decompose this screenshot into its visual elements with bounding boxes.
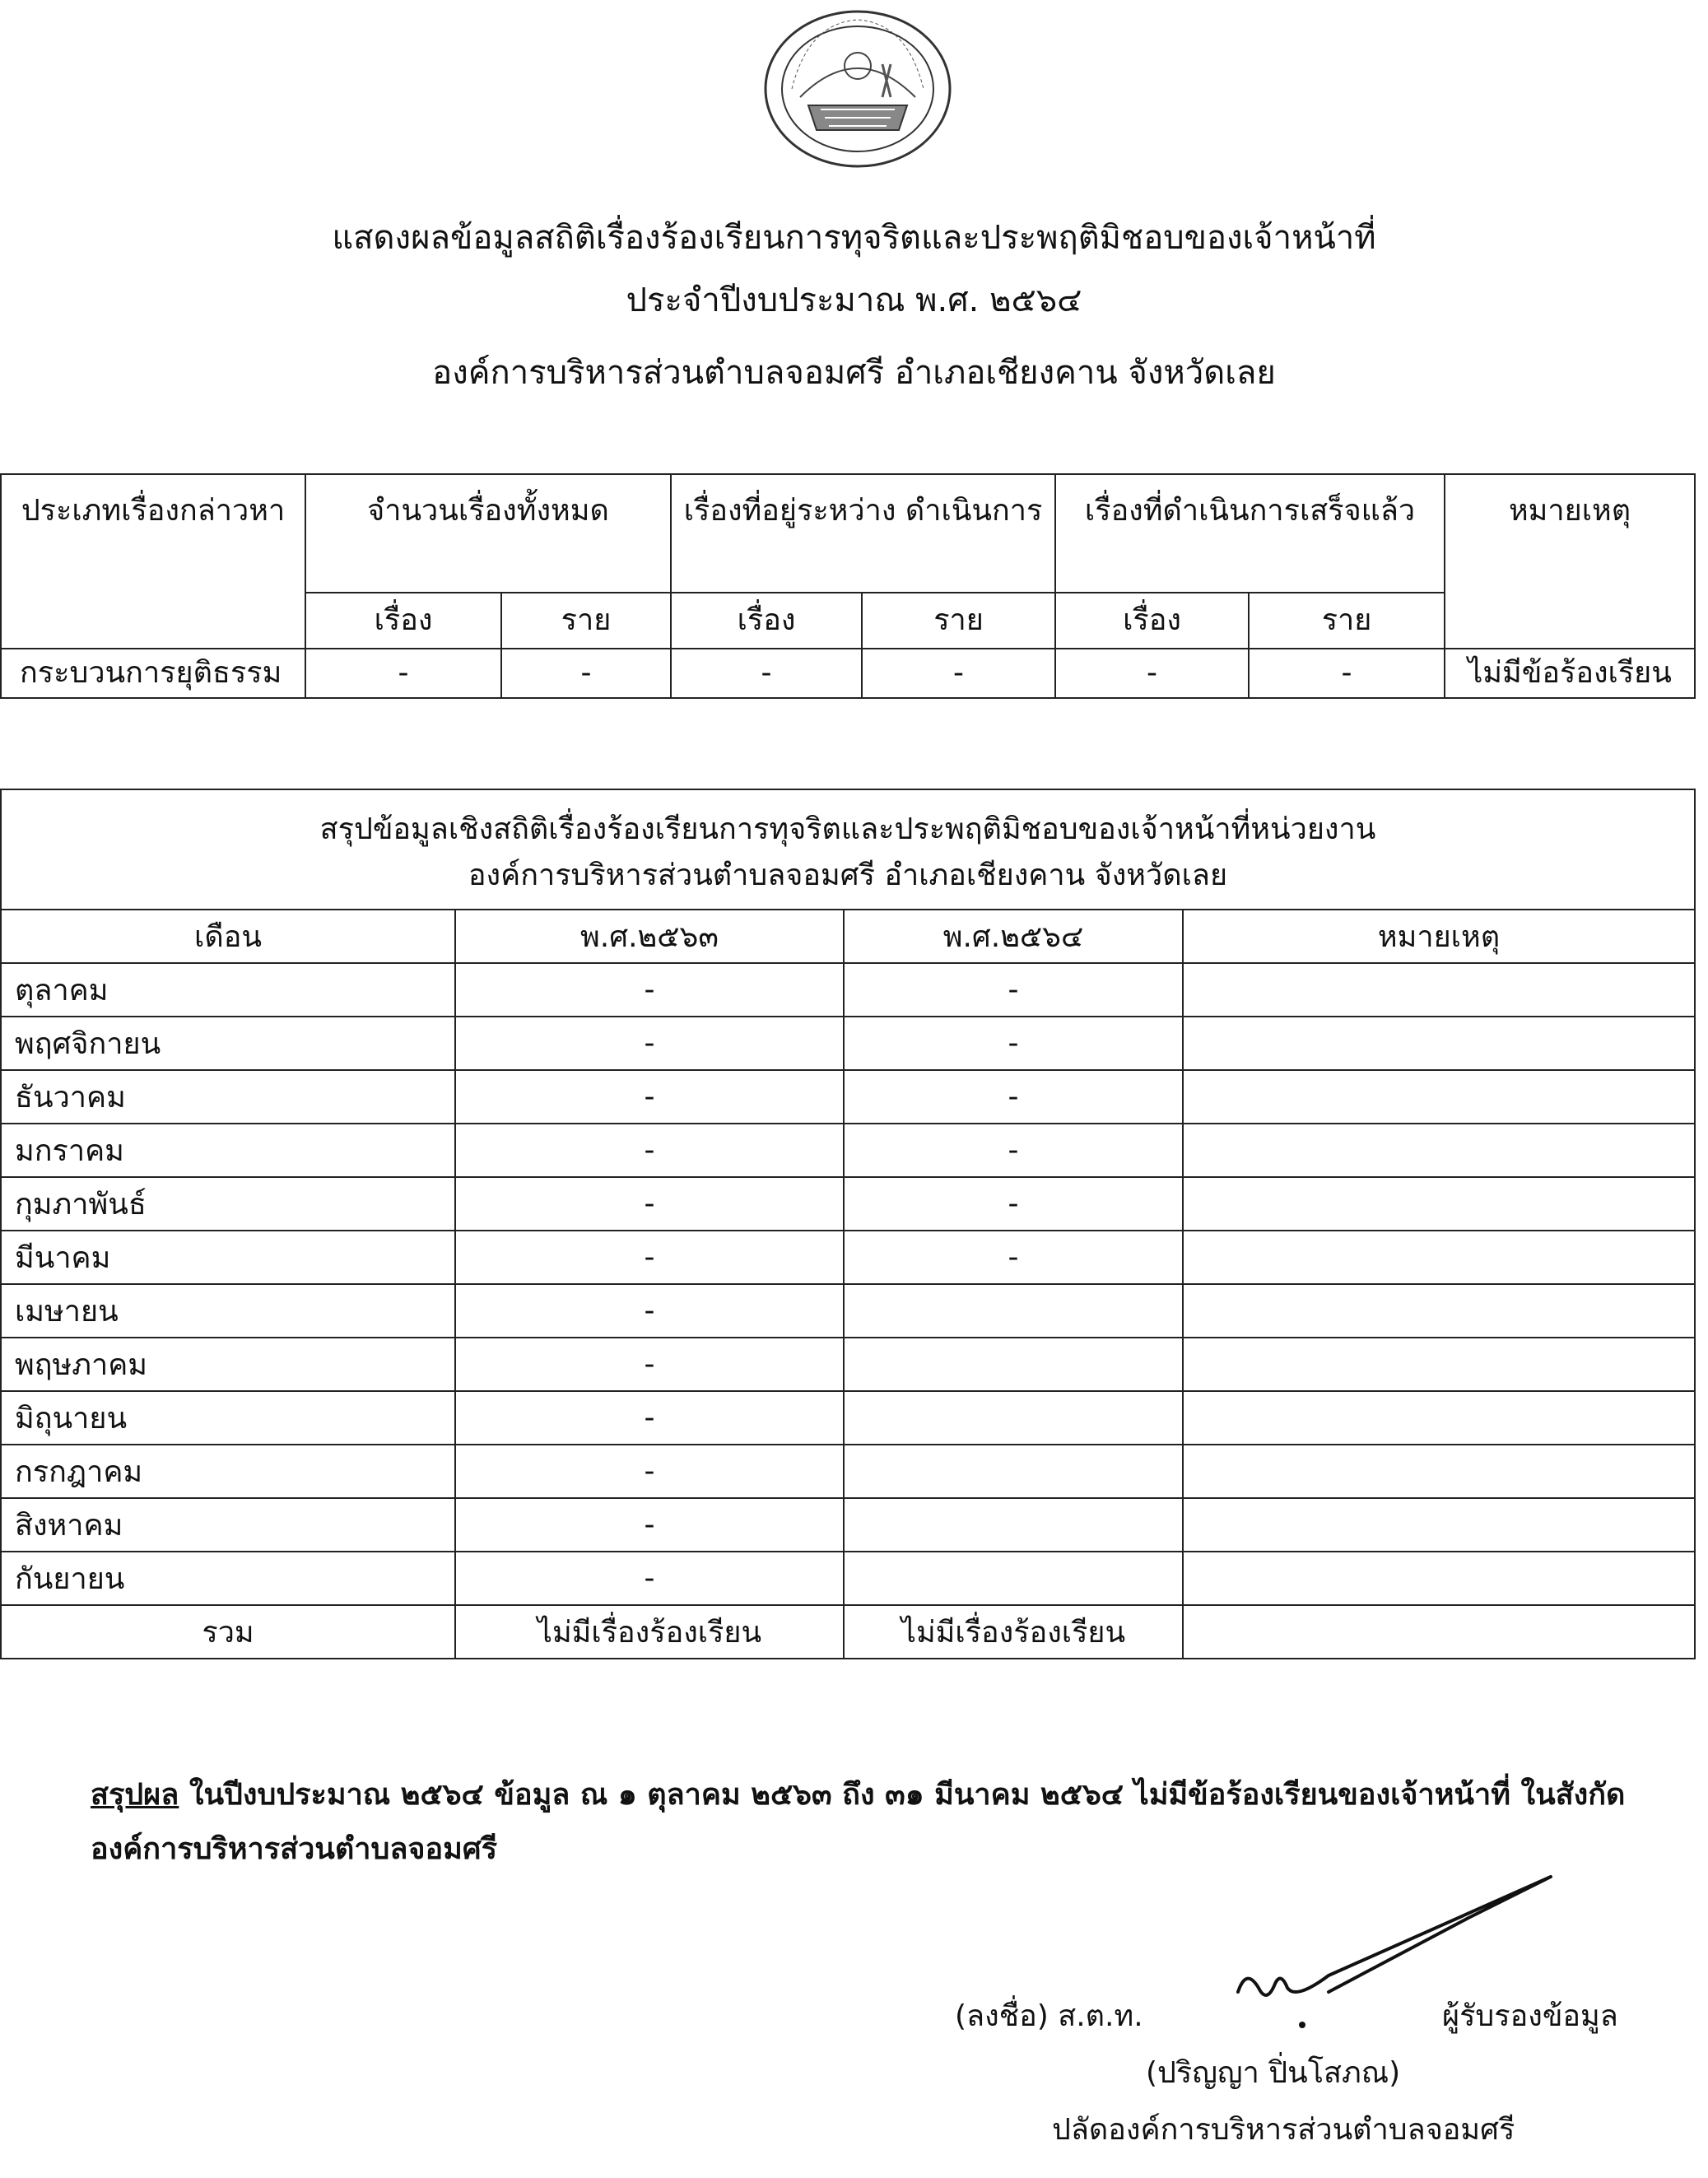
month-cell: มีนาคม — [1, 1231, 455, 1284]
subheader-pending-cases: ราย — [862, 593, 1055, 649]
table-row — [1, 1445, 1695, 1498]
value-2564-cell: - — [844, 963, 1183, 1017]
value-2564-cell — [844, 1445, 1183, 1498]
header-total: จำนวนเรื่องทั้งหมด — [305, 474, 671, 593]
subheader-done-matter: เรื่อง — [1055, 593, 1249, 649]
note-cell — [1183, 1017, 1695, 1070]
header-note: หมายเหตุ — [1445, 474, 1695, 649]
value-2563-cell: - — [455, 1284, 844, 1338]
table-row — [1, 1177, 1695, 1231]
table-row — [1, 1498, 1695, 1552]
value-2563-cell: - — [455, 1391, 844, 1445]
note-cell — [1183, 1552, 1695, 1605]
value-2564-cell — [844, 1284, 1183, 1338]
page-title-line1: แสดงผลข้อมูลสถิติเรื่องร้องเรียนการทุจริตและประพฤติมิชอบของเจ้าหน้าที่ — [332, 219, 1376, 257]
table-row — [1, 649, 1695, 698]
subheader-total-cases: ราย — [501, 593, 671, 649]
value-2564-cell — [844, 1552, 1183, 1605]
page-title-line3: องค์การบริหารส่วนตำบลจอมศรี อำเภอเชียงคาน จังหวัดเลย — [432, 354, 1276, 392]
page-title-line2: ประจำปีงบประมาณ พ.ศ. ๒๕๖๔ — [626, 282, 1082, 319]
cell-total-cases: - — [501, 649, 671, 698]
value-2563-cell: - — [455, 963, 844, 1017]
note-cell — [1183, 1338, 1695, 1391]
signer-position: ปลัดองค์การบริหารส่วนตำบลจอมศรี — [1052, 2113, 1515, 2147]
total-label: รวม — [1, 1605, 455, 1659]
value-2563-cell: - — [455, 1231, 844, 1284]
month-cell: พฤษภาคม — [1, 1338, 455, 1391]
month-cell: กุมภาพันธ์ — [1, 1177, 455, 1231]
value-2564-cell: - — [844, 1124, 1183, 1177]
total-2563: ไม่มีเรื่องร้องเรียน — [455, 1605, 844, 1659]
summary-table-caption — [1, 789, 1695, 910]
header-2564: พ.ศ.๒๕๖๔ — [844, 910, 1183, 963]
header-note: หมายเหตุ — [1183, 910, 1695, 963]
month-cell: ธันวาคม — [1, 1070, 455, 1124]
value-2564-cell: - — [844, 1017, 1183, 1070]
signer-prefix: (ลงชื่อ) ส.ต.ท. — [955, 1999, 1143, 2033]
cell-type: กระบวนการยุติธรรม — [1, 649, 305, 698]
cell-done-matter: - — [1055, 649, 1249, 698]
header-pending: เรื่องที่อยู่ระหว่าง ดำเนินการ — [671, 474, 1055, 593]
value-2563-cell: - — [455, 1177, 844, 1231]
month-cell: กันยายน — [1, 1552, 455, 1605]
cell-pending-matter: - — [671, 649, 862, 698]
table-row — [1, 1338, 1695, 1391]
note-cell — [1183, 1391, 1695, 1445]
table-row — [1, 1391, 1695, 1445]
value-2563-cell: - — [455, 1070, 844, 1124]
value-2563-cell: - — [455, 1445, 844, 1498]
cell-note: ไม่มีข้อร้องเรียน — [1445, 649, 1695, 698]
month-cell: สิงหาคม — [1, 1498, 455, 1552]
table-row — [1, 963, 1695, 1017]
signer-name: (ปริญญา ปิ่นโสภณ) — [1146, 2056, 1401, 2090]
month-cell: พฤศจิกายน — [1, 1017, 455, 1070]
table-row — [1, 1017, 1695, 1070]
note-cell — [1183, 1231, 1695, 1284]
note-cell — [1183, 1124, 1695, 1177]
subheader-pending-matter: เรื่อง — [671, 593, 862, 649]
note-cell — [1183, 1284, 1695, 1338]
table-row — [1, 1070, 1695, 1124]
total-note — [1183, 1605, 1695, 1659]
table-row — [1, 1552, 1695, 1605]
note-cell — [1183, 1498, 1695, 1552]
header-month: เดือน — [1, 910, 455, 963]
cell-total-matter: - — [305, 649, 501, 698]
cell-pending-cases: - — [862, 649, 1055, 698]
month-cell: ตุลาคม — [1, 963, 455, 1017]
value-2563-cell: - — [455, 1338, 844, 1391]
header-complaint-type: ประเภทเรื่องกล่าวหา — [1, 474, 305, 649]
total-2564: ไม่มีเรื่องร้องเรียน — [844, 1605, 1183, 1659]
note-cell — [1183, 1070, 1695, 1124]
organization-seal — [759, 7, 956, 171]
note-cell — [1183, 963, 1695, 1017]
value-2564-cell: - — [844, 1231, 1183, 1284]
header-2563: พ.ศ.๒๕๖๓ — [455, 910, 844, 963]
note-cell — [1183, 1177, 1695, 1231]
table-row — [1, 1284, 1695, 1338]
cell-done-cases: - — [1249, 649, 1445, 698]
month-cell: มิถุนายน — [1, 1391, 455, 1445]
subheader-total-matter: เรื่อง — [305, 593, 501, 649]
value-2564-cell — [844, 1498, 1183, 1552]
value-2563-cell: - — [455, 1552, 844, 1605]
monthly-summary-table — [0, 789, 1696, 1659]
value-2563-cell: - — [455, 1017, 844, 1070]
value-2563-cell: - — [455, 1124, 844, 1177]
header-done: เรื่องที่ดำเนินการเสร็จแล้ว — [1055, 474, 1445, 593]
value-2564-cell: - — [844, 1177, 1183, 1231]
month-cell: มกราคม — [1, 1124, 455, 1177]
table-row — [1, 1124, 1695, 1177]
month-cell: กรกฎาคม — [1, 1445, 455, 1498]
caption-line2: องค์การบริหารส่วนตำบลจอมศรี อำเภอเชียงคาน จังหวัดเลย — [468, 859, 1228, 892]
summary-lead: สรุปผล — [91, 1778, 179, 1812]
table-row — [1, 1231, 1695, 1284]
total-row — [1, 1605, 1695, 1659]
value-2564-cell — [844, 1338, 1183, 1391]
value-2563-cell: - — [455, 1498, 844, 1552]
value-2564-cell: - — [844, 1070, 1183, 1124]
subheader-done-cases: ราย — [1249, 593, 1445, 649]
signer-role: ผู้รับรองข้อมูล — [1442, 1999, 1618, 2033]
complaint-type-table — [0, 473, 1696, 699]
value-2564-cell — [844, 1391, 1183, 1445]
month-cell: เมษายน — [1, 1284, 455, 1338]
summary-text: ในปีงบประมาณ ๒๕๖๔ ข้อมูล ณ ๑ ตุลาคม ๒๕๖๓ ถึง ๓๑ มีนาคม ๒๕๖๔ ไม่มีข้อร้องเรียนของเจ้าหน้าที่ ในสังกัด องค์การบริหารส่วนตำบลจอมศรี — [91, 1778, 1626, 1866]
note-cell — [1183, 1445, 1695, 1498]
caption-line1: สรุปข้อมูลเชิงสถิติเรื่องร้องเรียนการทุจริตและประพฤติมิชอบของเจ้าหน้าที่หน่วยงาน — [319, 812, 1376, 846]
